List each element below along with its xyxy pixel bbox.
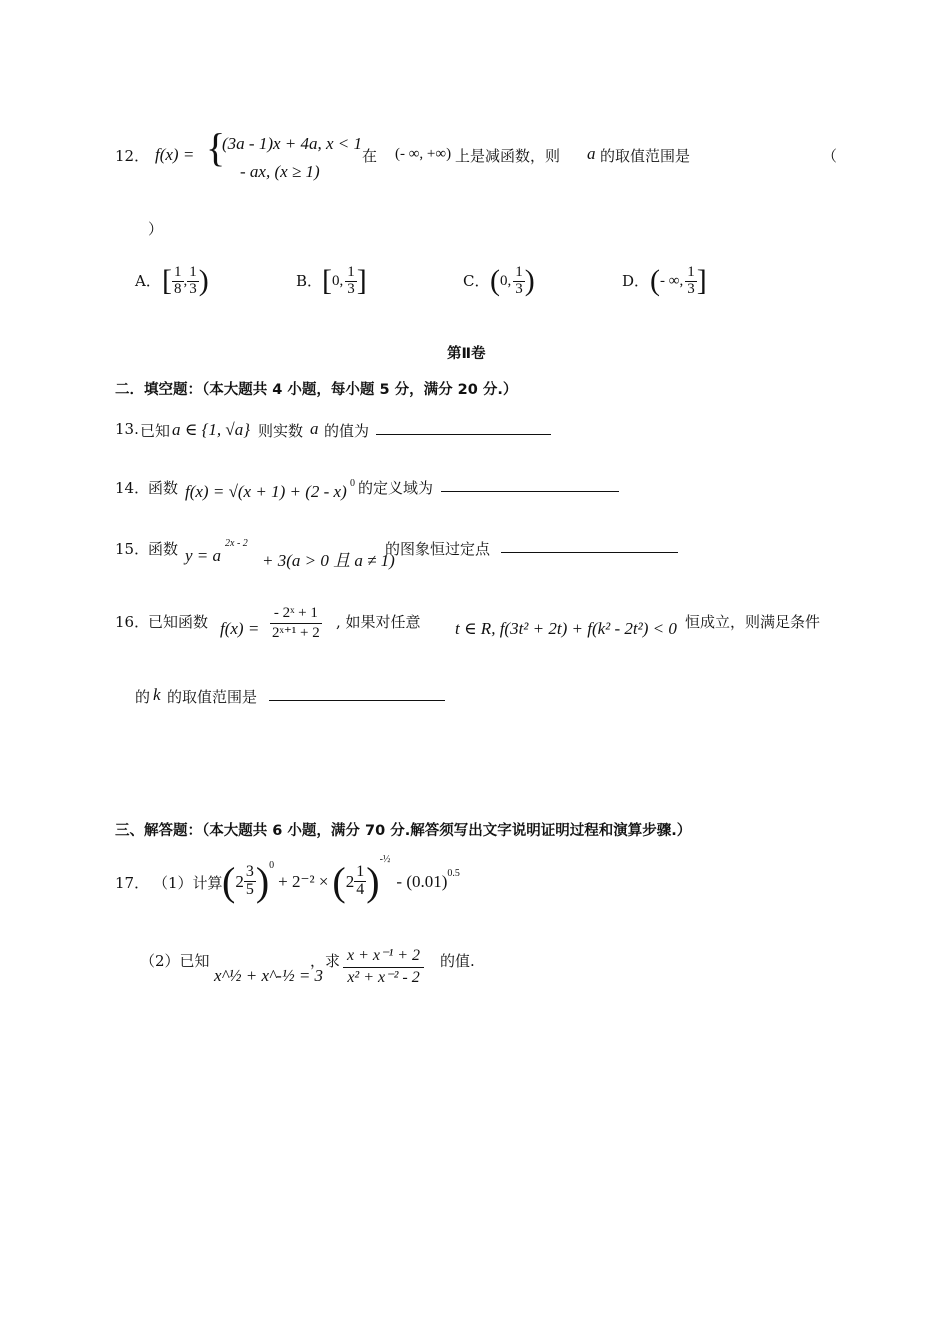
- q17-part2-end: 的值.: [440, 952, 475, 970]
- q14-number: 14．: [115, 479, 150, 497]
- frac-den: 3: [687, 280, 695, 297]
- frac-den: 3: [347, 280, 355, 297]
- q14-text1: 函数: [148, 479, 179, 497]
- bracket: ): [524, 264, 535, 297]
- q14-text2: 的定义域为: [358, 479, 434, 497]
- section2-heading: 二．填空题：（本大题共 4 小题，每小题 5 分，满分 20 分.）: [115, 382, 518, 398]
- q12-text: 上是减函数，则: [455, 147, 561, 165]
- frac-num: 1: [687, 263, 695, 280]
- frac-num: 1: [356, 863, 365, 881]
- q16-fx: f(x) =: [220, 619, 260, 638]
- exponent: -½: [379, 854, 391, 865]
- q16-line2-text-b: 的取值范围是: [167, 688, 258, 706]
- frac-num: 1: [189, 263, 197, 280]
- q12-option-a: [162, 264, 209, 298]
- q12-case1: (3a - 1)x + 4a, x < 1: [222, 134, 363, 153]
- frac-den: 4: [356, 881, 365, 898]
- q12-text2: 的取值范围是: [600, 147, 691, 165]
- q12-a: a: [587, 144, 596, 163]
- bracket: [: [162, 264, 172, 297]
- q17-number: 17．: [115, 874, 150, 892]
- left-value: 0,: [500, 272, 512, 289]
- bracket: [: [322, 264, 332, 297]
- q17-part2-fraction: [343, 946, 424, 989]
- frac-num: 3: [245, 863, 254, 881]
- q14-answer-blank: [441, 477, 619, 492]
- q13-number: 13.: [115, 420, 139, 438]
- frac-den: 5: [245, 881, 254, 898]
- part2-title: 第Ⅱ卷: [447, 346, 486, 362]
- q12-option-d: [650, 264, 707, 298]
- q12-zai: 在: [362, 147, 378, 165]
- paren-right: ): [366, 859, 380, 904]
- q12-brace: {: [206, 125, 226, 170]
- q16-text3: 恒成立，则满足条件: [685, 613, 821, 631]
- q12-paren-close: ）: [148, 220, 164, 238]
- q12-option-c-label: C．: [463, 272, 490, 290]
- q17-part2-denominator: x² + x⁻² - 2: [347, 968, 420, 986]
- q17-part2-given: x^½ + x^-½ = 3: [214, 966, 324, 985]
- fraction: [685, 265, 697, 298]
- q16-number: 16．: [115, 613, 150, 631]
- fraction: [172, 265, 184, 298]
- q13-text3: 的值为: [324, 422, 370, 440]
- q16-k: k: [153, 685, 161, 704]
- frac-num: 1: [174, 263, 182, 280]
- paren-right: ): [255, 859, 270, 904]
- frac-den: 3: [189, 280, 197, 297]
- q16-line2-text-a: 的: [135, 688, 151, 706]
- q17-part1-label: （1）计算: [153, 874, 223, 892]
- bracket: ): [198, 264, 209, 297]
- q13-answer-blank: [376, 420, 551, 435]
- frac-num: 1: [347, 263, 355, 280]
- q15-text1: 函数: [148, 540, 179, 558]
- q12-function: f(x) =: [155, 145, 195, 164]
- fraction: [513, 265, 525, 298]
- q15-math2: + 3(a > 0 且 a ≠ 1): [262, 551, 395, 570]
- whole: 2: [345, 871, 355, 891]
- paren-left: (: [332, 859, 346, 904]
- q17-part2-comma: ，求: [310, 952, 341, 970]
- q12-interval: (- ∞, +∞): [395, 146, 452, 162]
- q13-a: a: [310, 419, 319, 438]
- fraction: [187, 265, 199, 298]
- q12-option-d-label: D．: [622, 272, 650, 290]
- q15-answer-blank: [501, 538, 678, 553]
- q12-case2: - ax, (x ≥ 1): [240, 162, 320, 181]
- q13-text2: 则实数: [258, 422, 304, 440]
- q16-condition: t ∈ R, f(3t² + 2t) + f(k² - 2t²) < 0: [455, 619, 677, 638]
- q12-paren-open: （: [822, 147, 838, 165]
- middle: + 2⁻² ×: [278, 871, 329, 891]
- bracket: (: [650, 264, 660, 297]
- q15-text2: 的图象恒过定点: [385, 540, 491, 558]
- q16-fraction: [268, 604, 324, 643]
- paren-left: (: [222, 859, 236, 904]
- q17-part1-expression: [222, 854, 460, 905]
- q15-math1: y = a: [185, 546, 222, 565]
- q17-part2-label: （2）已知: [140, 952, 210, 970]
- q13-text1: 已知: [140, 422, 171, 440]
- left-value: - ∞,: [660, 272, 684, 289]
- q16-numerator: - 2ˣ + 1: [270, 604, 322, 624]
- fraction: [244, 864, 256, 899]
- exponent: 0: [269, 860, 275, 871]
- q14-exponent: 0: [350, 478, 355, 489]
- section3-heading: 三、解答题：（本大题共 6 小题，满分 70 分.解答须写出文字说明证明过程和演算步骤.）: [115, 823, 692, 839]
- q13-math: a ∈ {1, √a}: [172, 420, 251, 439]
- frac-den: 3: [515, 280, 523, 297]
- q16-text1: 已知函数: [148, 613, 209, 631]
- comma: ,: [183, 272, 188, 289]
- fraction: [345, 265, 357, 298]
- q12-number: 12．: [115, 147, 150, 165]
- fraction: [354, 864, 366, 899]
- q12-option-b-label: B．: [296, 272, 323, 290]
- q12-option-b: [322, 264, 367, 298]
- frac-num: 1: [515, 263, 523, 280]
- exponent: 0.5: [447, 868, 460, 879]
- q15-exponent: 2x - 2: [225, 538, 248, 549]
- q12-option-a-label: A．: [135, 272, 161, 290]
- q17-part2-numerator: x + x⁻¹ + 2: [343, 946, 424, 968]
- frac-den: 8: [174, 280, 182, 297]
- q12-option-c: [490, 264, 535, 298]
- q14-math: f(x) = √(x + 1) + (2 - x): [185, 482, 347, 501]
- q16-text2: , 如果对任意: [336, 613, 421, 631]
- bracket: (: [490, 264, 500, 297]
- left-value: 0,: [332, 272, 344, 289]
- q16-denominator: 2ˣ⁺¹ + 2: [272, 624, 320, 641]
- end: - (0.01): [396, 871, 448, 891]
- whole: 2: [235, 871, 244, 891]
- bracket: ]: [356, 264, 367, 297]
- q15-number: 15．: [115, 540, 150, 558]
- q16-answer-blank: [269, 686, 445, 701]
- bracket: ]: [696, 264, 707, 297]
